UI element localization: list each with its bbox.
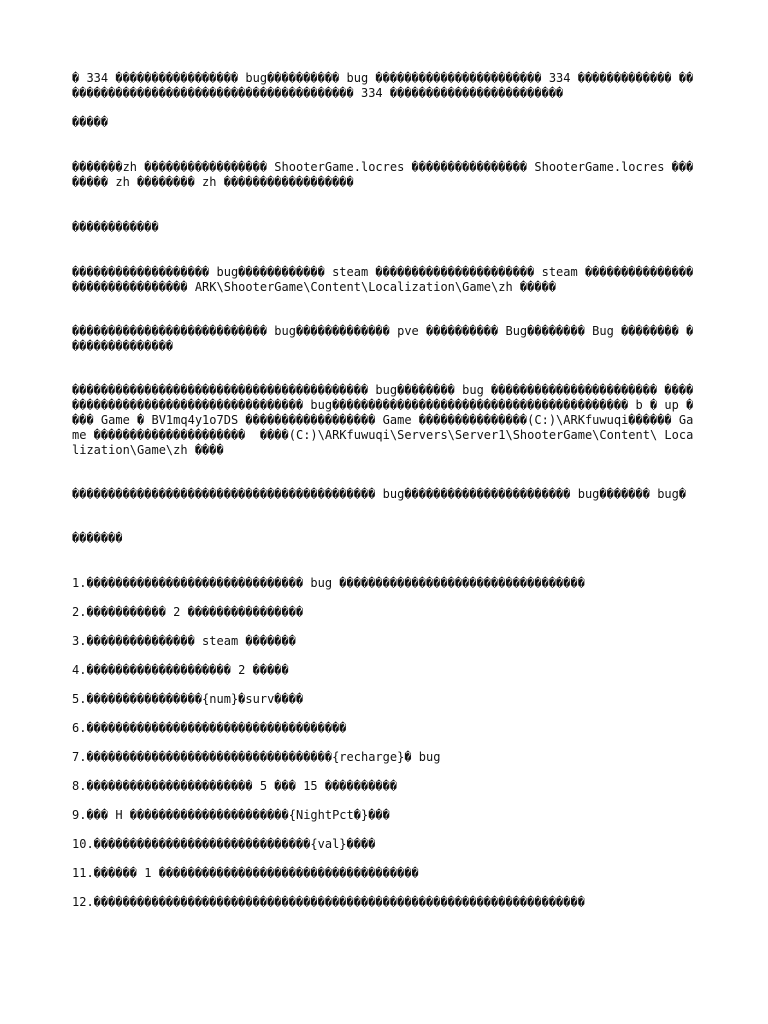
- list-item: 2.����������� 2 ����������������: [72, 605, 304, 619]
- list-heading: �������: [72, 531, 123, 545]
- bug-paragraph: ������������������������������������������ bug����������������������� bug������� bug�: [72, 487, 687, 501]
- steam-path-paragraph: ������������������� bug������������ steam ���������������������� steam ��������������� ���������������� ARK\ShooterGame\Content\Localization\Game\zh �����: [72, 265, 701, 294]
- method-heading: ������������: [72, 220, 159, 234]
- list-item: 4.�������������������� 2 �����: [72, 663, 289, 677]
- list-item: 5.����������������{num}�surv����: [72, 692, 304, 706]
- list-item: 10.������������������������������{val}����: [72, 837, 376, 851]
- list-item: 6.������������������������������������: [72, 721, 347, 735]
- list-item: 7.����������������������������������{recharge}� bug: [72, 750, 441, 764]
- note-heading: �����: [72, 115, 109, 129]
- pve-paragraph: ��������������������������� bug������������� pve ���������� Bug�������� Bug �������� ���������������: [72, 324, 694, 353]
- list-item: 1.������������������������������ bug ����������������������������������: [72, 576, 585, 590]
- list-item: 8.����������������������� 5 ��� 15 ����������: [72, 779, 398, 793]
- list-item: 11.������ 1 ������������������������������������: [72, 866, 419, 880]
- numbered-list: [72, 576, 696, 910]
- list-item: 9.��� H ����������������������{NightPct�}���: [72, 808, 390, 822]
- intro-paragraph: � 334 ����������������� bug���������� bug ����������������������� 334 ������������� ����������������������������������������� 334 ������������������������: [72, 71, 694, 100]
- list-item: 3.��������������� steam �������: [72, 634, 296, 648]
- zh-folder-paragraph: �������zh ����������������� ShooterGame.locres ���������������� ShooterGame.locres ��� ����� zh �������� zh ������������������: [72, 160, 701, 189]
- document-page: [72, 71, 701, 924]
- list-item: 12.��������������������������������������������������������������������: [72, 895, 585, 909]
- server-path-paragraph: ����������������������������������������� bug�������� bug ����������������������� ������������������������������������ bug����������������������������������������� b � up ���� Game � BV1mq4y1o7DS ������������������ Game ���������������(C:)\ARKfuwuqi������ Game ��������������������� ����(C:)\ARKfuwuqi\Servers\Server1\ShooterGame\Content\ Localization\Game\zh ����: [72, 383, 694, 457]
